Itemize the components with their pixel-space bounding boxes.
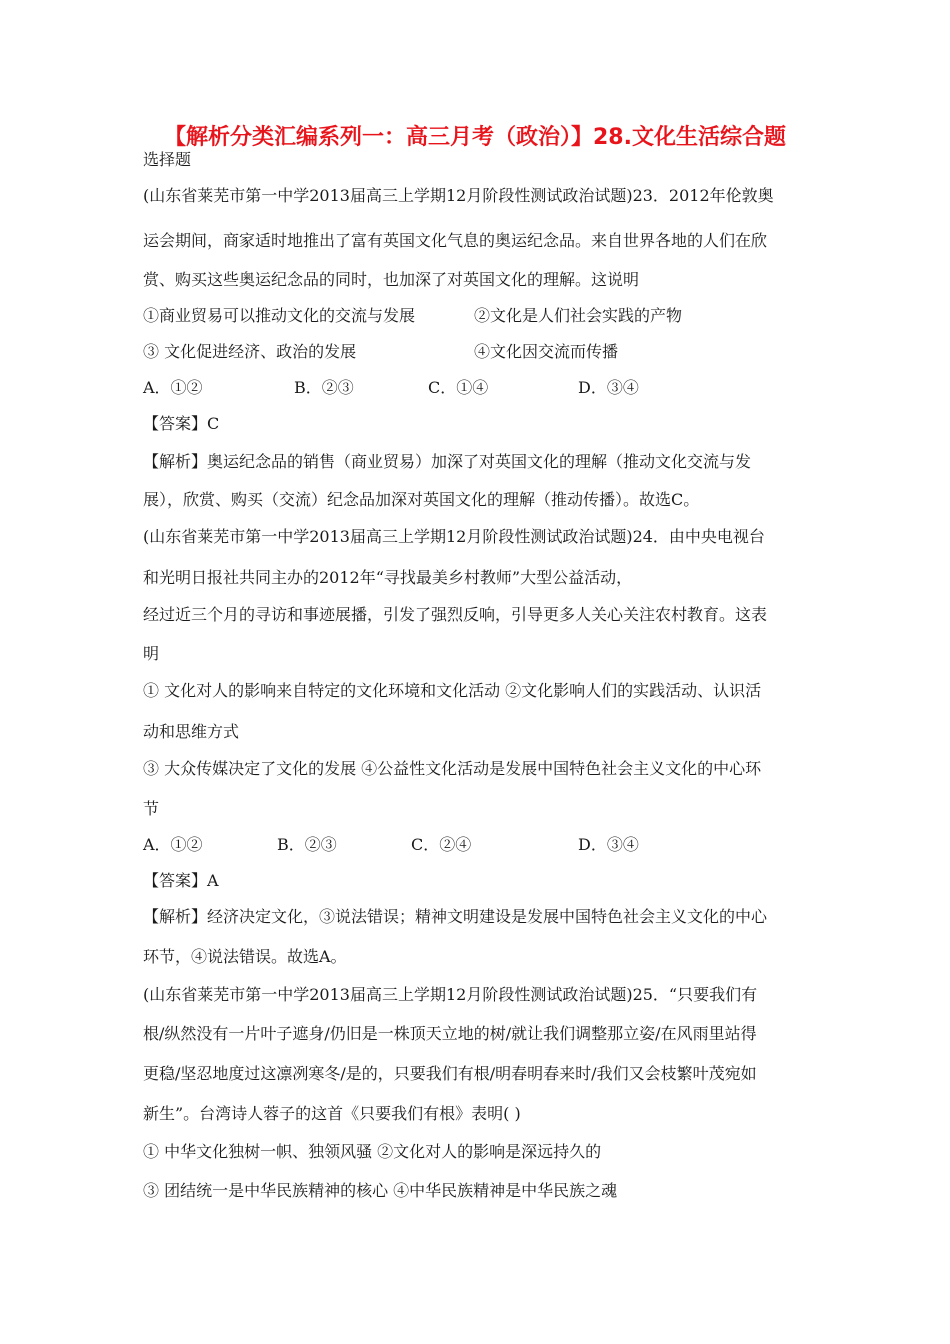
section-label: 选择题 bbox=[143, 150, 192, 169]
q24-choice-c: C．②④ bbox=[411, 835, 472, 854]
q24-answer: 【答案】A bbox=[143, 871, 219, 890]
q23-choice-a: A．①② bbox=[143, 378, 203, 397]
q24-choice-b: B．②③ bbox=[277, 835, 337, 854]
q23-stem-line: (山东省莱芜市第一中学2013届高三上学期12月阶段性测试政治试题)23．2012年伦敦奥 bbox=[143, 186, 774, 205]
q24-stem-line: 明 bbox=[143, 644, 160, 663]
q23-answer: 【答案】C bbox=[143, 414, 220, 433]
q23-statement-1: ①商业贸易可以推动文化的交流与发展 bbox=[143, 306, 416, 325]
q23-choice-b: B．②③ bbox=[294, 378, 354, 397]
q24-stem-line: 经过近三个月的寻访和事迹展播，引发了强烈反响，引导更多人关心关注农村教育。这表 bbox=[143, 605, 768, 624]
q23-analysis-line: 展），欣赏、购买（交流）纪念品加深对英国文化的理解（推动传播）。故选C。 bbox=[143, 490, 700, 509]
q23-statement-3: ③ 文化促进经济、政治的发展 bbox=[143, 342, 357, 361]
q25-stem-line: 根/纵然没有一片叶子遮身/仍旧是一株顶天立地的树/就让我们调整那立姿/在风雨里站得 bbox=[143, 1024, 757, 1043]
q23-stem-line: 赏、购买这些奥运纪念品的同时，也加深了对英国文化的理解。这说明 bbox=[143, 270, 640, 289]
page-title: 【解析分类汇编系列一：高三月考（政治）】28.文化生活综合题 bbox=[164, 125, 786, 150]
q24-statement-line: 动和思维方式 bbox=[143, 722, 240, 741]
q23-choice-d: D．③④ bbox=[578, 378, 639, 397]
q24-choice-a: A．①② bbox=[143, 835, 203, 854]
q23-statement-4: ④文化因交流而传播 bbox=[474, 342, 619, 361]
q24-analysis-line: 【解析】经济决定文化，③说法错误；精神文明建设是发展中国特色社会主义文化的中心 bbox=[143, 907, 768, 926]
q24-stem-line: 和光明日报社共同主办的2012年“寻找最美乡村教师”大型公益活动， bbox=[143, 568, 633, 587]
q25-stem-line: 新生”。台湾诗人蓉子的这首《只要我们有根》表明( ) bbox=[143, 1104, 521, 1123]
q24-statement-line: 节 bbox=[143, 799, 160, 818]
q25-statement-line: ③ 团结统一是中华民族精神的核心 ④中华民族精神是中华民族之魂 bbox=[143, 1181, 618, 1200]
q23-choice-c: C．①④ bbox=[428, 378, 489, 397]
q24-choice-d: D．③④ bbox=[578, 835, 639, 854]
q24-analysis-line: 环节，④说法错误。故选A。 bbox=[143, 947, 347, 966]
q23-statement-2: ②文化是人们社会实践的产物 bbox=[474, 306, 683, 325]
q24-statement-line: ① 文化对人的影响来自特定的文化环境和文化活动 ②文化影响人们的实践活动、认识活 bbox=[143, 681, 762, 700]
q23-stem-line: 运会期间，商家适时地推出了富有英国文化气息的奥运纪念品。来自世界各地的人们在欣 bbox=[143, 231, 768, 250]
q25-statement-line: ① 中华文化独树一帜、独领风骚 ②文化对人的影响是深远持久的 bbox=[143, 1142, 602, 1161]
q23-analysis-line: 【解析】奥运纪念品的销售（商业贸易）加深了对英国文化的理解（推动文化交流与发 bbox=[143, 452, 752, 471]
q25-stem-line: (山东省莱芜市第一中学2013届高三上学期12月阶段性测试政治试题)25．“只要我们有 bbox=[143, 985, 758, 1004]
q24-statement-line: ③ 大众传媒决定了文化的发展 ④公益性文化活动是发展中国特色社会主义文化的中心环 bbox=[143, 759, 762, 778]
q25-stem-line: 更稳/坚忍地度过这凛冽寒冬/是的，只要我们有根/明春明春来时/我们又会枝繁叶茂宛如 bbox=[143, 1064, 757, 1083]
q24-stem-line: (山东省莱芜市第一中学2013届高三上学期12月阶段性测试政治试题)24．由中央电视台 bbox=[143, 527, 765, 546]
